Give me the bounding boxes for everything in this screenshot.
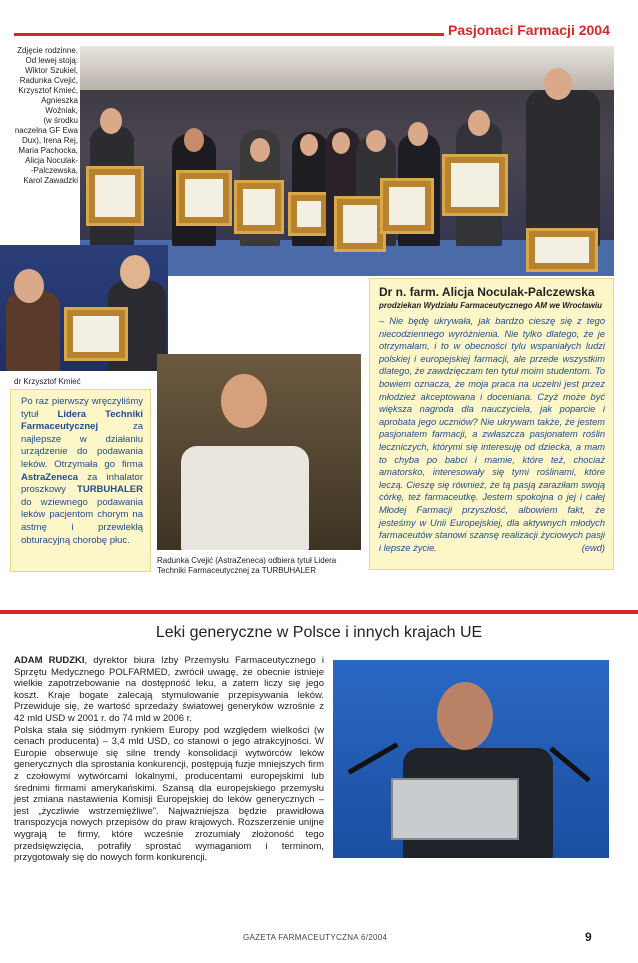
interview-box <box>369 278 614 570</box>
award-text: za najlepsze w działaniu urządzenie do podawania leków. Otrzymała go firma <box>21 421 143 470</box>
caption-line: Zdjęcie rodzinne. <box>17 46 78 55</box>
microphone <box>348 742 399 774</box>
article-paragraph: Polska stała się siódmym rynkiem Europy pod względem wielkości (w cenach producenta) – 3,4 mld USD, co stanowi o jego atrakcyjności. W Europie obserwuje się silne trendy konsolidacji wytwórców leków generycznych dla sprostania konkurencji, postępują fuzje mniejszych firm z czołowymi wytwórcami lokalnymi, producentami europejskimi lub średnimi firmami amerykańskimi. Szansą dla europejskiego przemysłu jest zmiana nastawienia Komisji Europejskiej do leków generycznych – jest „życzliwie wstrzemięźliwe”. Najważniejsza będzie prawidłowa transpozycja nowych przepisów do praw krajowych. Rozszerzenie unijne wygrają te firmy, które wcześnie zrozumiały złożoność tego przedsięwzięcia, potrafiły sprostać wymaganiom i terminom, przygotowały się do nowych form konkurencji. <box>14 724 324 864</box>
award-text: za inhalator proszkowy <box>21 471 143 496</box>
page-number: 9 <box>585 930 592 944</box>
person-head <box>544 68 572 100</box>
person-head <box>332 132 350 154</box>
group-photo-caption <box>14 46 78 186</box>
person-head <box>221 374 267 428</box>
award-frame <box>86 166 144 226</box>
person-head <box>14 269 44 303</box>
caption-line: Radunka Cvejić, <box>19 76 78 85</box>
person-head <box>408 122 428 146</box>
paragraph-text: , dyrektor biura Izby Przemysłu Farmaceutycznego i Sprzętu Medycznego POLFARMED, zwrócił uwagę, że obecnie istnieje wielkie zapotrzebowanie na dostępność leku, a zatem liczy się jego koszt. Kraje bogate zalecają stymulowanie przepisywania leków. Przewiduje się, że wartość sprzedaży światowej generyków wzrośnie z 42 mld USD w 2001 r. do 74 mld w 2006 r. <box>14 655 324 724</box>
microphone <box>549 747 591 783</box>
ceiling <box>80 46 614 90</box>
group-award-photo <box>80 46 614 276</box>
article-paragraph <box>14 655 324 725</box>
publication-footer: GAZETA FARMACEUTYCZNA 6/2004 <box>243 933 388 942</box>
section-divider <box>0 610 638 614</box>
interview-text <box>379 315 605 554</box>
award-text: do wziewnego podawania leków pacjentom chorym na astmę i przewlekłą obturacyjną chorobę płuc. <box>21 496 143 546</box>
award-frame <box>526 228 598 272</box>
author-signature: (ewd) <box>581 542 605 553</box>
award-frame <box>64 307 128 361</box>
caption-line: naczelna GF Ewa <box>14 126 78 135</box>
product-name: TURBUHALER <box>77 484 143 496</box>
caption-line: Karol Zawadzki <box>23 176 78 185</box>
caption-line: Wiktor Szukiel, <box>25 66 78 75</box>
article-title: Leki generyczne w Polsce i innych krajach UE <box>155 624 483 641</box>
award-frame <box>234 180 284 234</box>
person-head <box>100 108 122 134</box>
interviewee-role: prodziekan Wydziału Farmaceutycznego AM we Wrocławiu <box>379 301 603 310</box>
article-author: ADAM RUDZKI <box>14 655 85 666</box>
kmiec-caption: dr Krzysztof Kmieć <box>14 377 81 386</box>
award-frame <box>334 196 386 252</box>
laptop <box>391 778 519 840</box>
person-figure <box>526 90 600 246</box>
cvejic-caption: Radunka Cvejić (AstraZeneca) odbiera tytuł Lidera Techniki Farmaceutycznej za TURBUHALER <box>157 556 337 575</box>
header-rule <box>14 33 444 36</box>
award-title: Lidera Techniki Farmaceutycznej <box>21 408 144 433</box>
person-head <box>366 130 386 152</box>
person-head <box>250 138 270 162</box>
speaker-photo <box>333 660 609 858</box>
award-info-box <box>10 389 151 572</box>
person-head <box>300 134 318 156</box>
quote-body-text: – Nie będę ukrywała, jak bardzo cieszę się z tego niecodziennego wyróżnienia. Nie tylko dlatego, że je otrzymałam, i to w obecności tylu wspaniałych ludzi polskiej i europejskiej farmacji, ale przede wszystkim dlatego, że zawdzięczam ten tytuł moim studentom. To bowiem oznacza, że moja praca na uczelni jest przez młodzież akceptowana i doceniana. Czyż może być większa nagroda dla nauczyciela, jak poparcie i aprobata jego uczniów? Nie ukrywam także, że jestem pasjonatem farmacji, a zwłaszcza pasjonatem roślin leczniczych, którymi się interesuję od dziecka, a mam to chyba po babci i mamie, które też, chociaż amatorsko, interesowały się tymi roślinami, które leczą. Cieszę się również, że tą pasją zaraziłam swoją córkę, też farmaceutkę. Jestem spokojna o jej i całej Młodej Farmacji przyszłość, albowiem fakt, że jesteśmy w Unii Europejskiej, dla aktywnych młodych farmaceutów stanowi szansę realizacji życiowych pasji i lepsze życie. <box>379 316 605 553</box>
caption-line: Od lewej stoją: <box>25 56 78 65</box>
award-frame <box>288 192 330 236</box>
person-figure <box>181 446 309 550</box>
caption-line: Alicja Noculak- <box>25 156 78 165</box>
company-name: AstraZeneca <box>21 471 79 483</box>
caption-line: Woźniak, <box>45 106 78 115</box>
caption-line: Krzysztof Kmieć, <box>18 86 78 95</box>
interviewee-name: Dr n. farm. Alicja Noculak-Palczewska <box>379 285 595 299</box>
cvejic-award-photo <box>157 354 361 550</box>
award-frame <box>380 178 434 234</box>
award-frame <box>176 170 232 226</box>
caption-line: Agnieszka <box>41 96 78 105</box>
award-frame <box>442 154 508 216</box>
award-text: Po raz pierwszy wręczyliśmy tytuł <box>21 396 143 420</box>
person-head <box>468 110 490 136</box>
person-head <box>184 128 204 152</box>
caption-line: Maria Pachocka, <box>18 146 78 155</box>
person-figure <box>6 291 60 371</box>
person-head <box>437 682 493 750</box>
caption-line: -Palczewska, <box>30 166 78 175</box>
kmiec-award-photo <box>0 245 168 371</box>
page-title: Pasjonaci Farmacji 2004 <box>448 22 610 38</box>
person-head <box>120 255 150 289</box>
caption-line: Dux), Irena Rej, <box>21 136 78 145</box>
article-body <box>14 655 324 864</box>
caption-line: (w środku <box>43 116 78 125</box>
